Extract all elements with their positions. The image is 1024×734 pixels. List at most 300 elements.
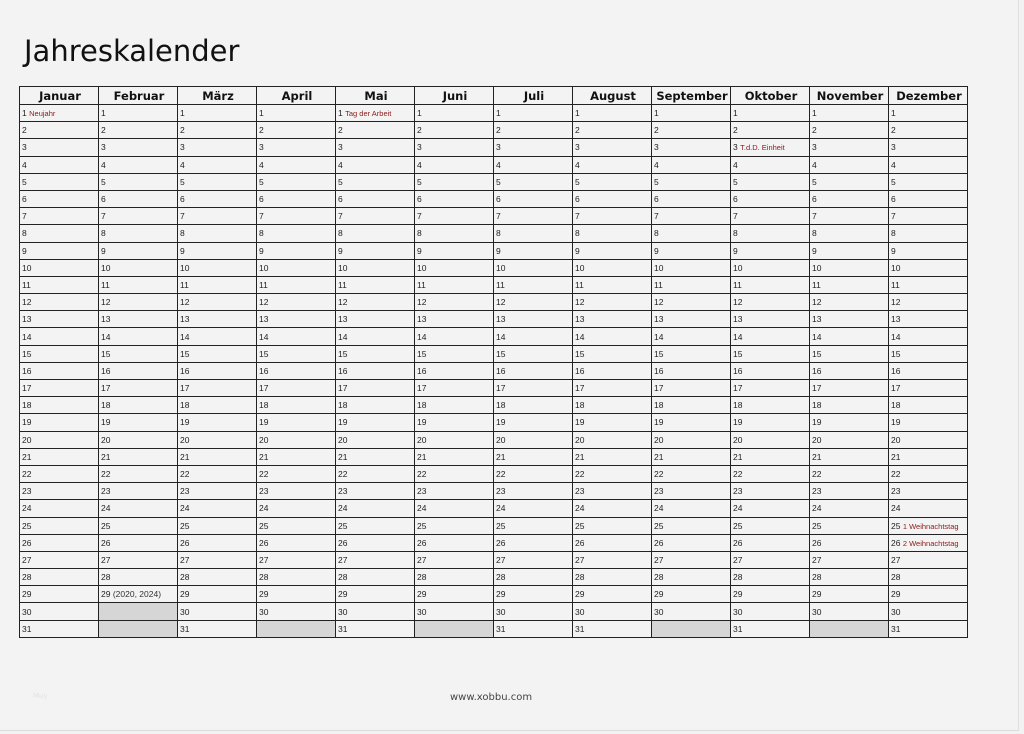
day-cell[interactable] <box>336 345 415 362</box>
day-cell[interactable] <box>731 448 810 465</box>
day-cell[interactable] <box>178 448 257 465</box>
day-cell[interactable] <box>20 276 99 293</box>
day-cell[interactable] <box>257 208 336 225</box>
day-cell[interactable] <box>257 448 336 465</box>
day-cell[interactable] <box>415 311 494 328</box>
day-cell[interactable] <box>257 586 336 603</box>
day-cell[interactable] <box>652 208 731 225</box>
day-cell[interactable] <box>494 190 573 207</box>
day-cell[interactable] <box>257 431 336 448</box>
day-cell[interactable] <box>573 173 652 190</box>
day-cell[interactable] <box>99 551 178 568</box>
day-cell[interactable] <box>494 225 573 242</box>
day-cell[interactable] <box>810 431 889 448</box>
day-cell[interactable] <box>810 173 889 190</box>
day-cell[interactable] <box>731 500 810 517</box>
day-cell[interactable] <box>178 431 257 448</box>
day-cell[interactable] <box>810 534 889 551</box>
day-cell[interactable] <box>178 345 257 362</box>
day-cell[interactable] <box>178 208 257 225</box>
day-cell[interactable] <box>20 173 99 190</box>
day-cell[interactable] <box>810 105 889 122</box>
day-cell[interactable] <box>652 362 731 379</box>
day-cell[interactable] <box>415 156 494 173</box>
day-cell[interactable] <box>178 414 257 431</box>
day-cell[interactable] <box>336 500 415 517</box>
day-cell[interactable] <box>889 586 968 603</box>
day-cell[interactable] <box>573 208 652 225</box>
day-cell[interactable] <box>257 156 336 173</box>
day-cell[interactable] <box>99 242 178 259</box>
day-cell[interactable] <box>336 294 415 311</box>
day-cell[interactable] <box>99 156 178 173</box>
day-cell[interactable] <box>494 173 573 190</box>
day-cell[interactable] <box>652 551 731 568</box>
day-cell[interactable] <box>573 311 652 328</box>
day-cell[interactable] <box>731 603 810 620</box>
day-cell[interactable] <box>336 380 415 397</box>
day-cell[interactable] <box>652 483 731 500</box>
day-cell[interactable] <box>810 448 889 465</box>
day-cell[interactable] <box>731 242 810 259</box>
day-cell[interactable] <box>652 311 731 328</box>
day-cell[interactable] <box>652 569 731 586</box>
day-cell[interactable] <box>178 242 257 259</box>
day-cell[interactable] <box>810 397 889 414</box>
day-cell[interactable] <box>889 311 968 328</box>
day-cell[interactable] <box>336 620 415 637</box>
day-cell[interactable] <box>810 517 889 534</box>
day-cell[interactable] <box>573 294 652 311</box>
day-cell[interactable] <box>731 465 810 482</box>
day-cell[interactable] <box>257 139 336 156</box>
day-cell[interactable] <box>889 294 968 311</box>
day-cell[interactable] <box>731 311 810 328</box>
day-cell[interactable] <box>652 534 731 551</box>
day-cell[interactable] <box>257 122 336 139</box>
day-cell[interactable] <box>810 362 889 379</box>
day-cell[interactable] <box>257 534 336 551</box>
day-cell[interactable] <box>731 517 810 534</box>
day-cell[interactable] <box>573 380 652 397</box>
day-cell[interactable] <box>257 328 336 345</box>
day-cell[interactable] <box>336 242 415 259</box>
day-cell[interactable] <box>810 345 889 362</box>
day-cell[interactable] <box>99 500 178 517</box>
day-cell[interactable] <box>257 551 336 568</box>
day-cell[interactable] <box>889 620 968 637</box>
day-cell[interactable] <box>99 276 178 293</box>
day-cell[interactable] <box>20 414 99 431</box>
day-cell[interactable] <box>810 465 889 482</box>
day-cell[interactable] <box>731 139 810 156</box>
day-cell[interactable] <box>652 259 731 276</box>
day-cell[interactable] <box>336 328 415 345</box>
day-cell[interactable] <box>336 156 415 173</box>
day-cell[interactable] <box>415 276 494 293</box>
day-cell[interactable] <box>99 586 178 603</box>
day-cell[interactable] <box>494 414 573 431</box>
day-cell[interactable] <box>494 448 573 465</box>
day-cell[interactable] <box>573 139 652 156</box>
day-cell[interactable] <box>889 276 968 293</box>
day-cell[interactable] <box>731 586 810 603</box>
day-cell[interactable] <box>20 380 99 397</box>
day-cell[interactable] <box>731 276 810 293</box>
day-cell[interactable] <box>257 603 336 620</box>
day-cell[interactable] <box>99 190 178 207</box>
day-cell[interactable] <box>257 483 336 500</box>
day-cell[interactable] <box>415 603 494 620</box>
day-cell[interactable] <box>99 328 178 345</box>
day-cell[interactable] <box>889 208 968 225</box>
day-cell[interactable] <box>178 465 257 482</box>
day-cell[interactable] <box>178 603 257 620</box>
day-cell[interactable] <box>336 603 415 620</box>
day-cell[interactable] <box>573 500 652 517</box>
day-cell[interactable] <box>99 569 178 586</box>
day-cell[interactable] <box>731 569 810 586</box>
day-cell[interactable] <box>99 414 178 431</box>
day-cell[interactable] <box>889 242 968 259</box>
day-cell[interactable] <box>178 276 257 293</box>
day-cell[interactable] <box>257 465 336 482</box>
day-cell[interactable] <box>415 242 494 259</box>
day-cell[interactable] <box>20 534 99 551</box>
day-cell[interactable] <box>494 311 573 328</box>
day-cell[interactable] <box>178 122 257 139</box>
day-cell[interactable] <box>810 551 889 568</box>
day-cell[interactable] <box>99 173 178 190</box>
day-cell[interactable] <box>178 586 257 603</box>
day-cell[interactable] <box>573 345 652 362</box>
day-cell[interactable] <box>99 294 178 311</box>
day-cell[interactable] <box>336 122 415 139</box>
day-cell[interactable] <box>494 345 573 362</box>
day-cell[interactable] <box>573 259 652 276</box>
day-cell[interactable] <box>415 569 494 586</box>
day-cell[interactable] <box>810 208 889 225</box>
day-cell[interactable] <box>99 397 178 414</box>
day-cell[interactable] <box>652 500 731 517</box>
day-cell[interactable] <box>415 380 494 397</box>
day-cell[interactable] <box>415 362 494 379</box>
day-cell[interactable] <box>494 603 573 620</box>
day-cell[interactable] <box>99 225 178 242</box>
day-cell[interactable] <box>573 465 652 482</box>
day-cell[interactable] <box>99 465 178 482</box>
day-cell[interactable] <box>810 190 889 207</box>
day-cell[interactable] <box>810 569 889 586</box>
day-cell[interactable] <box>99 208 178 225</box>
day-cell[interactable] <box>336 225 415 242</box>
day-cell[interactable] <box>573 431 652 448</box>
day-cell[interactable] <box>178 259 257 276</box>
day-cell[interactable] <box>415 190 494 207</box>
day-cell[interactable] <box>336 208 415 225</box>
day-cell[interactable] <box>99 431 178 448</box>
day-cell[interactable] <box>20 362 99 379</box>
day-cell[interactable] <box>415 225 494 242</box>
day-cell[interactable] <box>20 465 99 482</box>
day-cell[interactable] <box>573 122 652 139</box>
day-cell[interactable] <box>415 259 494 276</box>
day-cell[interactable] <box>336 465 415 482</box>
day-cell[interactable] <box>494 259 573 276</box>
day-cell[interactable] <box>652 225 731 242</box>
day-cell[interactable] <box>889 173 968 190</box>
day-cell[interactable] <box>20 448 99 465</box>
day-cell[interactable] <box>20 139 99 156</box>
day-cell[interactable] <box>178 517 257 534</box>
day-cell[interactable] <box>494 551 573 568</box>
day-cell[interactable] <box>889 190 968 207</box>
day-cell[interactable] <box>20 431 99 448</box>
day-cell[interactable] <box>178 311 257 328</box>
day-cell[interactable] <box>494 380 573 397</box>
day-cell[interactable] <box>731 397 810 414</box>
day-cell[interactable] <box>494 500 573 517</box>
day-cell[interactable] <box>889 603 968 620</box>
day-cell[interactable] <box>415 105 494 122</box>
day-cell[interactable] <box>652 465 731 482</box>
day-cell[interactable] <box>731 225 810 242</box>
day-cell[interactable] <box>20 620 99 637</box>
day-cell[interactable] <box>652 448 731 465</box>
day-cell[interactable] <box>99 362 178 379</box>
day-cell[interactable] <box>494 431 573 448</box>
day-cell[interactable] <box>178 190 257 207</box>
day-cell[interactable] <box>731 122 810 139</box>
day-cell[interactable] <box>810 414 889 431</box>
day-cell[interactable] <box>731 190 810 207</box>
day-cell[interactable] <box>494 397 573 414</box>
day-cell[interactable] <box>336 448 415 465</box>
day-cell[interactable] <box>415 173 494 190</box>
day-cell[interactable] <box>810 294 889 311</box>
day-cell[interactable] <box>573 242 652 259</box>
day-cell[interactable] <box>573 276 652 293</box>
day-cell[interactable] <box>810 122 889 139</box>
day-cell[interactable] <box>731 294 810 311</box>
day-cell[interactable] <box>20 345 99 362</box>
day-cell[interactable] <box>652 517 731 534</box>
day-cell[interactable] <box>889 362 968 379</box>
day-cell[interactable] <box>336 586 415 603</box>
day-cell[interactable] <box>178 225 257 242</box>
day-cell[interactable] <box>731 105 810 122</box>
day-cell[interactable] <box>652 139 731 156</box>
day-cell[interactable] <box>573 362 652 379</box>
day-cell[interactable] <box>178 173 257 190</box>
day-cell[interactable] <box>336 173 415 190</box>
day-cell[interactable] <box>889 517 968 534</box>
day-cell[interactable] <box>20 500 99 517</box>
day-cell[interactable] <box>336 259 415 276</box>
day-cell[interactable] <box>494 517 573 534</box>
day-cell[interactable] <box>889 105 968 122</box>
day-cell[interactable] <box>652 156 731 173</box>
day-cell[interactable] <box>889 534 968 551</box>
day-cell[interactable] <box>178 500 257 517</box>
day-cell[interactable] <box>99 483 178 500</box>
day-cell[interactable] <box>573 225 652 242</box>
day-cell[interactable] <box>20 225 99 242</box>
day-cell[interactable] <box>20 259 99 276</box>
day-cell[interactable] <box>652 122 731 139</box>
day-cell[interactable] <box>494 208 573 225</box>
day-cell[interactable] <box>20 586 99 603</box>
day-cell[interactable] <box>573 620 652 637</box>
day-cell[interactable] <box>889 345 968 362</box>
day-cell[interactable] <box>889 397 968 414</box>
day-cell[interactable] <box>257 362 336 379</box>
day-cell[interactable] <box>257 225 336 242</box>
day-cell[interactable] <box>494 122 573 139</box>
day-cell[interactable] <box>494 294 573 311</box>
day-cell[interactable] <box>494 328 573 345</box>
day-cell[interactable] <box>889 448 968 465</box>
day-cell[interactable] <box>652 397 731 414</box>
day-cell[interactable] <box>20 105 99 122</box>
day-cell[interactable] <box>889 328 968 345</box>
day-cell[interactable] <box>731 534 810 551</box>
day-cell[interactable] <box>336 534 415 551</box>
day-cell[interactable] <box>889 414 968 431</box>
day-cell[interactable] <box>494 156 573 173</box>
day-cell[interactable] <box>178 483 257 500</box>
day-cell[interactable] <box>178 294 257 311</box>
day-cell[interactable] <box>415 534 494 551</box>
day-cell[interactable] <box>20 311 99 328</box>
day-cell[interactable] <box>99 105 178 122</box>
day-cell[interactable] <box>415 431 494 448</box>
day-cell[interactable] <box>415 483 494 500</box>
day-cell[interactable] <box>20 294 99 311</box>
day-cell[interactable] <box>731 620 810 637</box>
day-cell[interactable] <box>20 569 99 586</box>
day-cell[interactable] <box>99 448 178 465</box>
day-cell[interactable] <box>99 517 178 534</box>
day-cell[interactable] <box>889 551 968 568</box>
day-cell[interactable] <box>652 431 731 448</box>
day-cell[interactable] <box>99 311 178 328</box>
day-cell[interactable] <box>810 586 889 603</box>
day-cell[interactable] <box>257 345 336 362</box>
day-cell[interactable] <box>731 483 810 500</box>
day-cell[interactable] <box>573 328 652 345</box>
day-cell[interactable] <box>99 534 178 551</box>
day-cell[interactable] <box>731 362 810 379</box>
day-cell[interactable] <box>415 500 494 517</box>
day-cell[interactable] <box>336 362 415 379</box>
day-cell[interactable] <box>415 414 494 431</box>
day-cell[interactable] <box>573 483 652 500</box>
day-cell[interactable] <box>20 122 99 139</box>
day-cell[interactable] <box>494 483 573 500</box>
day-cell[interactable] <box>731 414 810 431</box>
day-cell[interactable] <box>257 380 336 397</box>
day-cell[interactable] <box>889 465 968 482</box>
day-cell[interactable] <box>573 448 652 465</box>
day-cell[interactable] <box>99 259 178 276</box>
day-cell[interactable] <box>810 139 889 156</box>
day-cell[interactable] <box>415 586 494 603</box>
day-cell[interactable] <box>178 156 257 173</box>
day-cell[interactable] <box>810 242 889 259</box>
day-cell[interactable] <box>257 190 336 207</box>
day-cell[interactable] <box>336 139 415 156</box>
day-cell[interactable] <box>810 276 889 293</box>
day-cell[interactable] <box>178 139 257 156</box>
day-cell[interactable] <box>731 259 810 276</box>
day-cell[interactable] <box>257 500 336 517</box>
day-cell[interactable] <box>889 500 968 517</box>
day-cell[interactable] <box>573 190 652 207</box>
day-cell[interactable] <box>20 517 99 534</box>
day-cell[interactable] <box>257 276 336 293</box>
day-cell[interactable] <box>652 603 731 620</box>
day-cell[interactable] <box>494 586 573 603</box>
day-cell[interactable] <box>889 431 968 448</box>
day-cell[interactable] <box>889 483 968 500</box>
day-cell[interactable] <box>810 380 889 397</box>
day-cell[interactable] <box>178 362 257 379</box>
day-cell[interactable] <box>178 551 257 568</box>
day-cell[interactable] <box>889 569 968 586</box>
day-cell[interactable] <box>573 156 652 173</box>
day-cell[interactable] <box>810 156 889 173</box>
day-cell[interactable] <box>257 414 336 431</box>
day-cell[interactable] <box>731 156 810 173</box>
day-cell[interactable] <box>257 397 336 414</box>
day-cell[interactable] <box>20 190 99 207</box>
day-cell[interactable] <box>336 276 415 293</box>
day-cell[interactable] <box>20 156 99 173</box>
day-cell[interactable] <box>336 483 415 500</box>
day-cell[interactable] <box>415 208 494 225</box>
day-cell[interactable] <box>336 190 415 207</box>
day-cell[interactable] <box>20 397 99 414</box>
day-cell[interactable] <box>178 534 257 551</box>
day-cell[interactable] <box>573 603 652 620</box>
day-cell[interactable] <box>415 294 494 311</box>
day-cell[interactable] <box>494 465 573 482</box>
day-cell[interactable] <box>810 225 889 242</box>
day-cell[interactable] <box>573 569 652 586</box>
day-cell[interactable] <box>336 517 415 534</box>
day-cell[interactable] <box>573 397 652 414</box>
day-cell[interactable] <box>494 105 573 122</box>
day-cell[interactable] <box>494 534 573 551</box>
day-cell[interactable] <box>336 569 415 586</box>
day-cell[interactable] <box>889 225 968 242</box>
day-cell[interactable] <box>336 551 415 568</box>
website-footer[interactable]: www.xobbu.com <box>450 692 533 703</box>
day-cell[interactable] <box>573 517 652 534</box>
day-cell[interactable] <box>731 551 810 568</box>
day-cell[interactable] <box>178 105 257 122</box>
day-cell[interactable] <box>889 259 968 276</box>
day-cell[interactable] <box>652 380 731 397</box>
day-cell[interactable] <box>99 345 178 362</box>
day-cell[interactable] <box>494 620 573 637</box>
day-cell[interactable] <box>573 105 652 122</box>
day-cell[interactable] <box>652 190 731 207</box>
day-cell[interactable] <box>257 517 336 534</box>
day-cell[interactable] <box>494 362 573 379</box>
day-cell[interactable] <box>99 139 178 156</box>
